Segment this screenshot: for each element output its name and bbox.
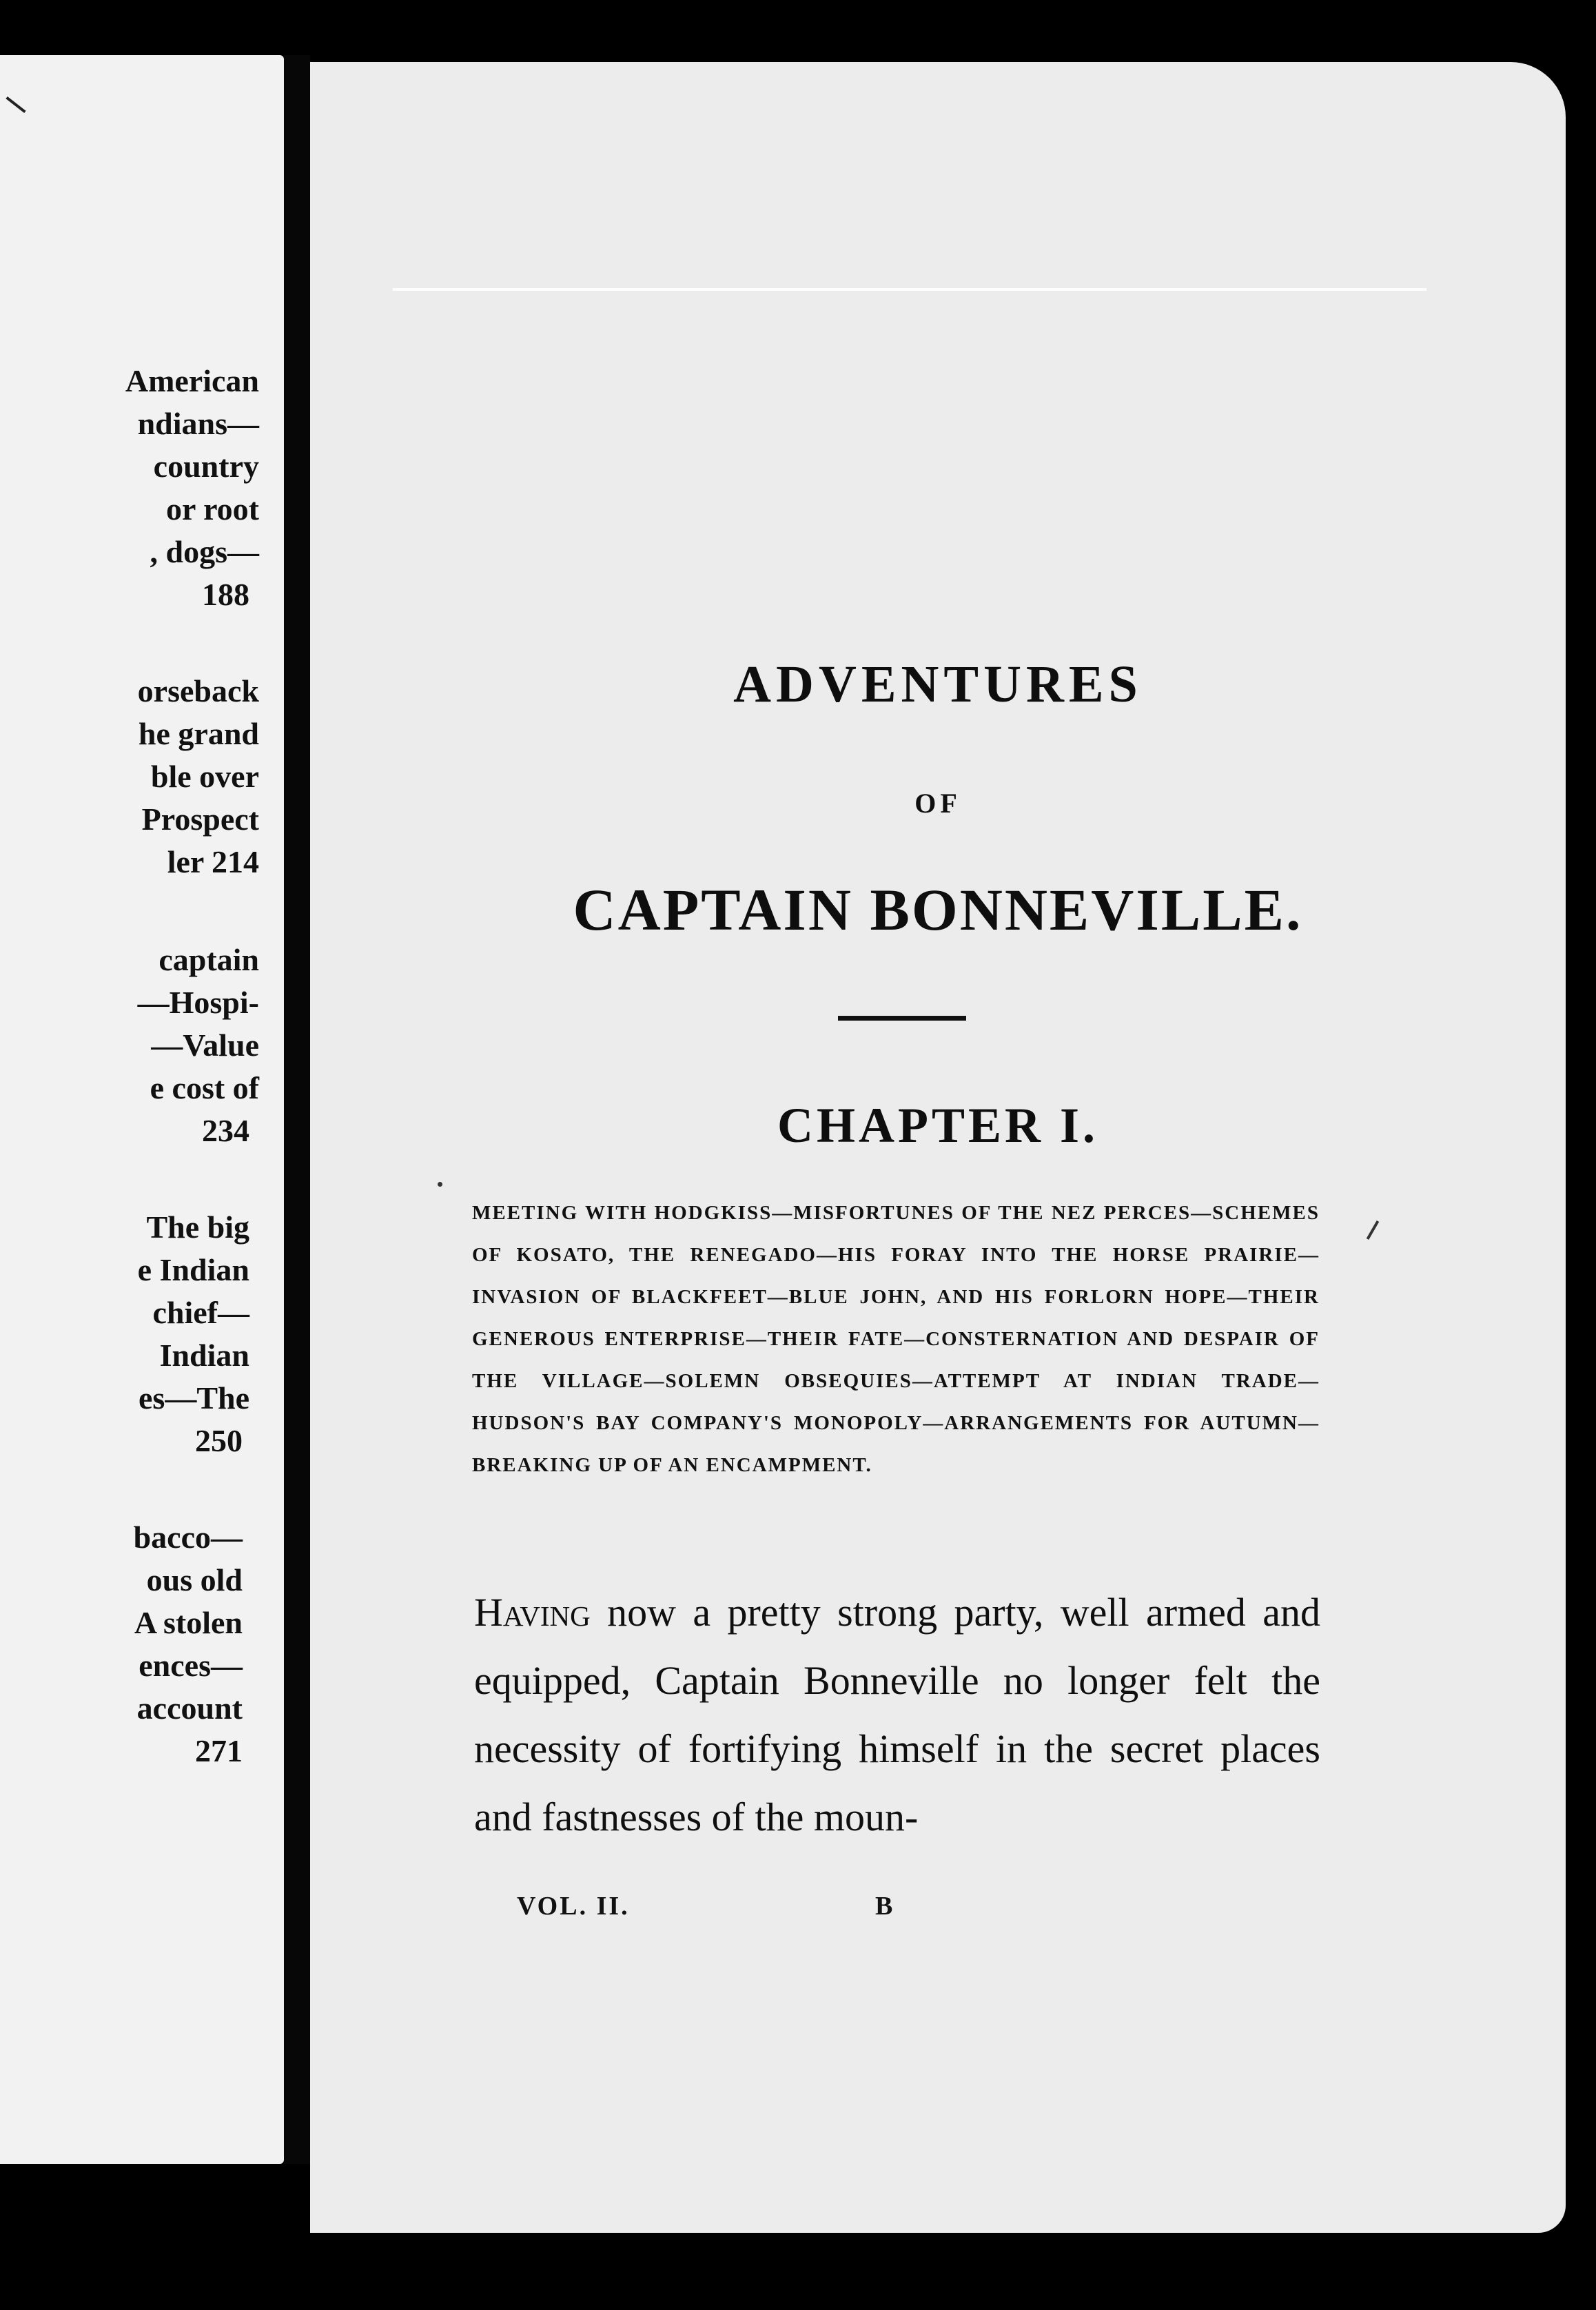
facing-page-line: 271 [195,1733,243,1768]
facing-page-line: American [125,363,259,398]
book-title-line-2: CAPTAIN BONNEVILLE. [573,877,1303,943]
book-title-line-1: ADVENTURES [733,655,1143,713]
book-title-of: OF [914,788,961,819]
footer-volume: VOL. II. [517,1892,630,1921]
facing-page-line: es—The [139,1380,249,1415]
facing-page-line: bacco— [133,1520,243,1555]
facing-page-line: —Hospi- [137,985,259,1020]
footer-signature-mark: B [875,1892,893,1921]
book-gutter [284,55,310,2164]
facing-page-line: , dogs— [150,534,259,569]
facing-page-line: 234 [202,1113,249,1148]
facing-page-line: Prospect [141,801,259,837]
facing-page-line: ble over [150,759,259,794]
ink-speck [1367,1220,1379,1240]
facing-page-line: ous old [146,1562,243,1597]
facing-page-line: or root [166,491,259,527]
facing-page-line: 188 [202,577,249,612]
facing-page-line: —Value [151,1028,259,1063]
facing-page-line: ler 214 [167,844,259,879]
chapter-synopsis: MEETING WITH HODGKISS—MISFORTUNES OF THE NEZ PERCES—SCHEMES OF KOSATO, THE RENEGADO—HIS FORAY INTO THE HORSE PRAIRIE—INVASION OF BLACKFEET—BLUE JOHN, AND HIS FORLORN HOPE—THEIR GENEROUS ENTERPRISE—THEIR FATE—CONSTERNATION AND DESPAIR OF THE VILLAGE—SOLEMN OBSEQUIES—ATTEMPT AT INDIAN TRADE—HUDSON'S BAY COMPANY'S MONOPOLY—ARRANGEMENTS FOR AUTUMN—BREAKING UP OF AN ENCAMPMENT. [472,1202,1320,1476]
facing-page-line: ences— [139,1648,243,1683]
facing-page-left [0,55,284,2164]
facing-page-line: orseback [137,673,259,708]
facing-page-line: The big [146,1209,249,1245]
chapter-heading: CHAPTER I. [777,1098,1099,1153]
body-paragraph [474,1578,1320,1851]
page-edge-rule [393,288,1426,291]
ink-mark [6,96,25,113]
facing-page-line: account [136,1690,243,1726]
facing-page-line: e Indian [137,1252,249,1287]
facing-page-line: ndians— [137,406,259,441]
facing-page-line: he grand [138,716,259,751]
facing-page-line: Indian [159,1338,249,1373]
body-first-word: Having [474,1590,591,1635]
facing-page-line: A stolen [134,1605,243,1640]
facing-page-line: country [153,449,259,484]
facing-page-line: 250 [195,1423,243,1458]
title-divider-rule [838,1016,966,1021]
ink-speck [438,1182,442,1187]
body-paragraph-text: now a pretty strong party, well armed and equipped, Captain Bonneville no longer felt the necessity of fortifying himself in the secret places and fastnesses of the moun- [474,1590,1320,1839]
facing-page-line: e cost of [150,1070,259,1105]
facing-page-line: captain [158,942,259,977]
main-page [310,62,1566,2233]
facing-page-line: chief— [152,1295,249,1330]
